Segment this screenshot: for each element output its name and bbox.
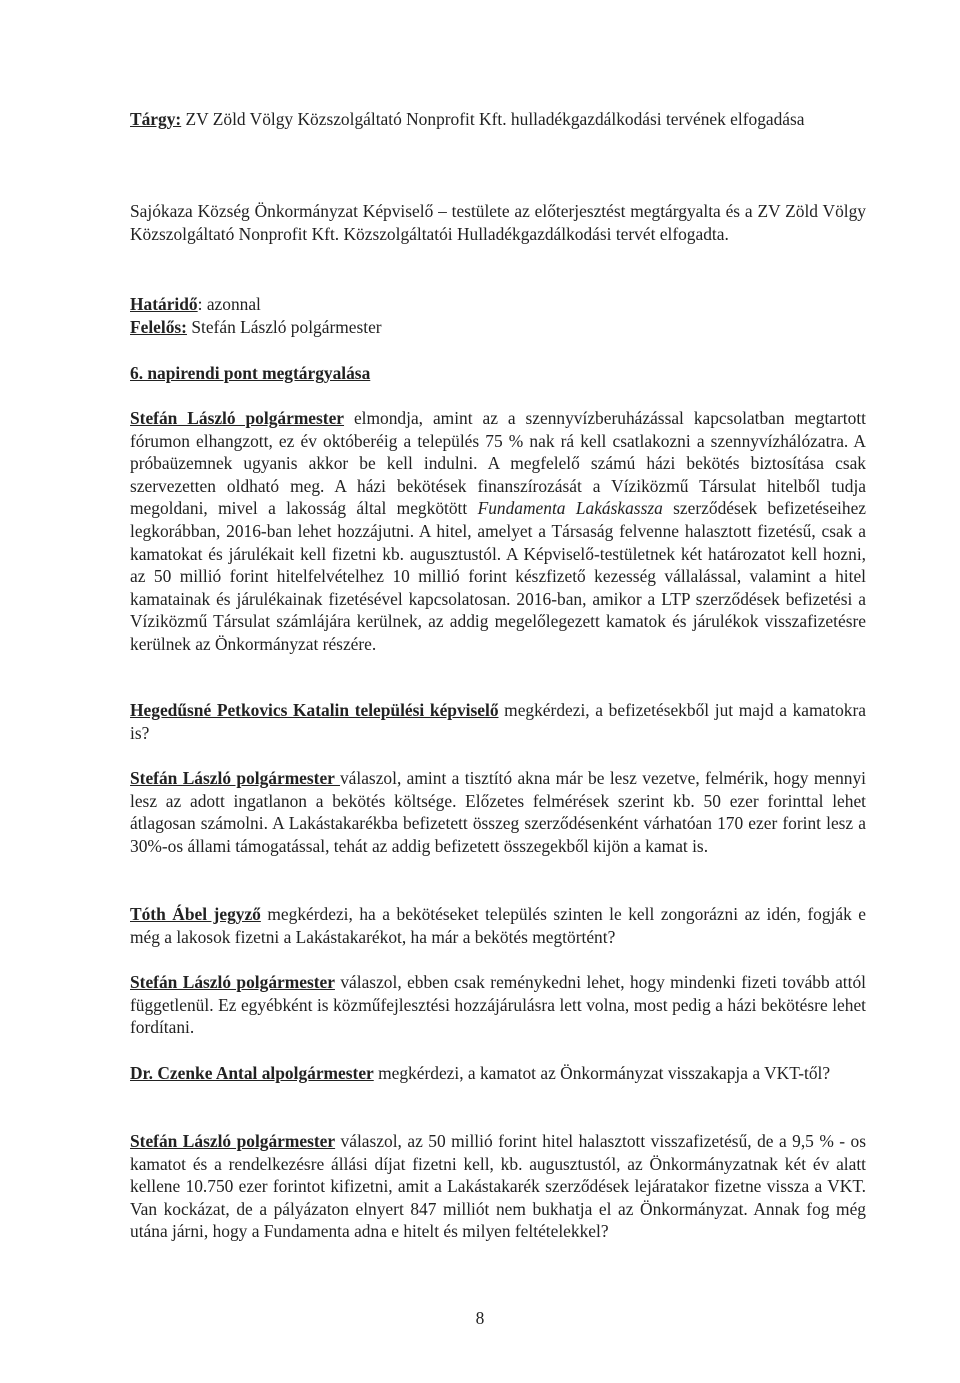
speaker-name: Stefán László polgármester — [130, 408, 345, 428]
paragraph-4 — [130, 903, 866, 948]
paragraph-text-continued: szerződések befizetéseihez legkorábban, 2016-ban lehet hozzájutni. A hitel, amelyet a Társaság felvenne halasztott fizetésű, csak a kamatokat és járulékait kell fizetni kb. augusztustól. A Képviselő-testületnek két határozatot kell hozni, az 50 millió forint hitelfelvételhez 10 millió forint készfizető kezesség vállalással, valamint a hitel kamatainak és járulékainak fizetésével kapcsolatosan. 2016-ban, amikor a LTP szerződések befizetési a Víziközmű Társulat számlájára kerülnek, az addig megelőlegezett kamatok és járulékok visszafizetésre kerülnek az Önkormányzat részére. — [130, 498, 867, 654]
subject-text: ZV Zöld Völgy Közszolgáltató Nonprofit Kft. hulladékgazdálkodási tervének elfogadása — [181, 109, 805, 129]
subject-label: Tárgy: — [130, 109, 182, 129]
speaker-name: Stefán László polgármester — [130, 768, 340, 788]
paragraph-6 — [130, 1062, 866, 1085]
speaker-name: Stefán László polgármester — [130, 972, 335, 992]
paragraph-text: elmondja, amint az a szennyvízberuházással kapcsolatban megtartott fórumon elhangzott, ez év októberéig a település 75 % nak rá kell csatlakozni a szennyvízhálózatra. A próbaüzemnek ugyanis akkor be kell indulni. A megfelelő számú házi bekötés biztosítása csak szervezetten oldható meg. A házi bekötések finanszírozását a Víziközmű Társulat hitelből tudja megoldani, mivel a lakosság által megkötött — [130, 408, 867, 519]
subject-line — [130, 108, 866, 131]
paragraph-text: válaszol, az 50 millió forint hitel halasztott visszafizetésű, de a 9,5 % - os kamatot és a rendelkezésre állási díjat fizetni kell, kb. augusztustól, az Önkormányzatnak két év alatt kellene 10.750 ezer forintot kifizetni, amit a Lakástakarék szerződések lejáratakor fizetne vissza a VKT. Van kockázat, de a pályázaton elnyert 847 milliót nem bukhatja el az Önkormányzat. Annak fog még utána járni, hogy a Fundamenta adna e hitelt és milyen feltételekkel? — [130, 1131, 866, 1242]
speaker-name: Tóth Ábel jegyző — [130, 904, 261, 924]
speaker-name: Dr. Czenke Antal alpolgármester — [130, 1063, 374, 1083]
paragraph-7 — [130, 1130, 866, 1243]
paragraph-2 — [130, 699, 866, 744]
responsible-label: Felelős: — [130, 317, 187, 337]
paragraph-5 — [130, 971, 866, 1039]
deadline-label: Határidő — [130, 294, 198, 314]
responsible-value: Stefán László polgármester — [186, 317, 382, 337]
resolution-text: Sajókaza Község Önkormányzat Képviselő – testülete az előterjesztést megtárgyalta és a ZV Zöld Völgy Közszolgáltató Nonprofit Kft. Közszolgáltatói Hulladékgazdálkodási tervét elfogadta. — [130, 201, 866, 244]
deadline-line — [130, 293, 866, 316]
paragraph-text: megkérdezi, a befizetésekből jut majd a kamatokra is? — [130, 700, 866, 743]
paragraph-1 — [130, 407, 866, 656]
paragraph-3 — [130, 767, 866, 857]
deadline-value: : azonnal — [197, 294, 261, 314]
paragraph-text: megkérdezi, a kamatot az Önkormányzat visszakapja a VKT-től? — [373, 1063, 831, 1083]
paragraph-text: válaszol, amint a tisztító akna már be lesz vezetve, felmérik, hogy mennyi lesz az adott ingatlanon a bekötés költsége. Előzetes felmérések szerint kb. 50 ezer forinttal lehet átlagosan számolni. A Lakástakarékba befizetett összeg szerződésenként várhatóan 170 ezer forint lesz a 30%-os állami támogatással, tehát az addig befizetett összegekből kijön a kamat is. — [130, 768, 866, 856]
page-number: 8 — [475, 1308, 485, 1328]
responsible-line — [130, 316, 866, 339]
speaker-name: Stefán László polgármester — [130, 1131, 336, 1151]
agenda-heading-text: 6. napirendi pont megtárgyalása — [130, 363, 371, 383]
paragraph-text: válaszol, ebben csak reménykedni lehet, hogy mindenki fizeti tovább attól függetlenül. Ez egyébként is közműfejlesztési hozzájárulásra lett volna, most pedig a házi bekötésre lehet fordítani. — [130, 972, 866, 1038]
paragraph-text: megkérdezi, ha a bekötéseket település szinten le kell zongorázni az idén, fogják e még a lakosok fizetni a Lakástakarékot, ha már a bekötés megtörtént? — [130, 904, 866, 947]
agenda-heading — [130, 362, 866, 385]
paragraph-italic-text: Fundamenta Lakáskassza — [477, 498, 663, 519]
speaker-name: Hegedűsné Petkovics Katalin települési képviselő — [130, 700, 499, 720]
